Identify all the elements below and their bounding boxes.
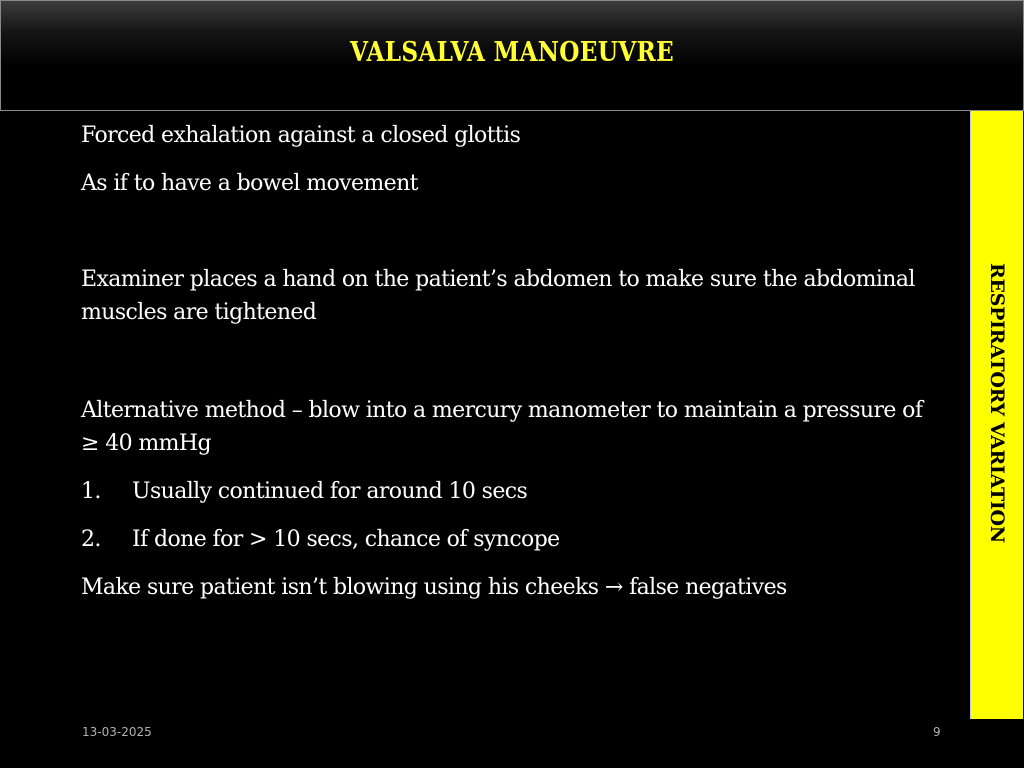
slide-body <box>81 119 941 604</box>
list-number: 1. <box>81 479 101 504</box>
list-item-text: Usually continued for around 10 secs <box>132 479 528 504</box>
page-number: 9 <box>933 725 941 739</box>
side-tab-label: RESPIRATORY VARIATION <box>986 263 1008 543</box>
list-number: 2. <box>81 527 101 552</box>
title-bar <box>0 0 1024 111</box>
side-tab <box>970 111 1023 719</box>
body-paragraph: As if to have a bowel movement <box>81 171 418 196</box>
numbered-list-item <box>81 475 941 508</box>
list-item-text: If done for > 10 secs, chance of syncope <box>132 527 560 552</box>
body-paragraph: Forced exhalation against a closed glottis <box>81 123 521 148</box>
body-paragraph: Make sure patient isn’t blowing using his cheeks → false negatives <box>81 575 787 600</box>
body-paragraph: Examiner places a hand on the patient’s abdomen to make sure the abdominal muscles are tightened <box>81 267 915 325</box>
footer-date: 13-03-2025 <box>82 725 152 739</box>
numbered-list-item <box>81 523 941 556</box>
slide-title: VALSALVA MANOEUVRE <box>349 37 675 68</box>
body-paragraph: Alternative method – blow into a mercury manometer to maintain a pressure of ≥ 40 mmHg <box>81 398 923 456</box>
